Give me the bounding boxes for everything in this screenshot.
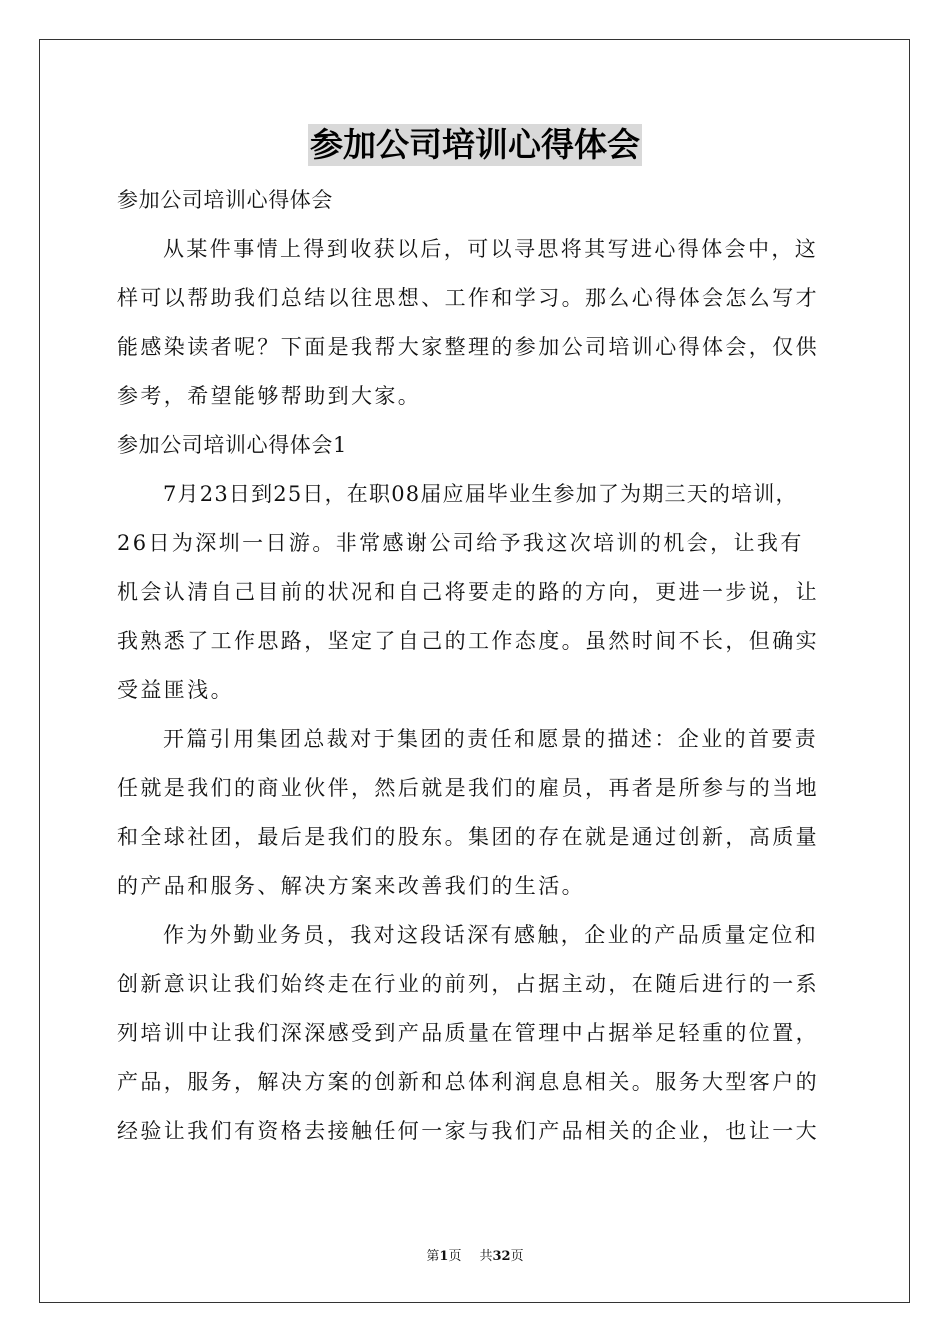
paragraph-3-line: 列培训中让我们深深感受到产品质量在管理中占据举足轻重的位置， bbox=[117, 1021, 819, 1045]
paragraph-1-line: 我熟悉了工作思路，坚定了自己的工作态度。虽然时间不长，但确实 bbox=[117, 629, 819, 653]
section-heading: 参加公司培训心得体会1 bbox=[117, 433, 347, 457]
paragraph-1-line: 机会认清自己目前的状况和自己将要走的路的方向，更进一步说，让 bbox=[117, 580, 819, 604]
current-page: 1 bbox=[439, 1249, 449, 1264]
document-title: 参加公司培训心得体会 bbox=[310, 125, 640, 164]
total-pages: 32 bbox=[492, 1249, 511, 1264]
page-footer bbox=[0, 1245, 950, 1264]
paragraph-2-line: 开篇引用集团总裁对于集团的责任和愿景的描述：企业的首要责 bbox=[163, 727, 819, 751]
total-suffix: 页 bbox=[510, 1249, 524, 1264]
intro-line: 样可以帮助我们总结以往思想、工作和学习。那么心得体会怎么写才 bbox=[117, 286, 819, 310]
intro-line: 能感染读者呢？下面是我帮大家整理的参加公司培训心得体会，仅供 bbox=[117, 335, 819, 359]
page-suffix: 页 bbox=[448, 1249, 462, 1264]
paragraph-3-line: 创新意识让我们始终走在行业的前列，占据主动，在随后进行的一系 bbox=[117, 972, 819, 996]
page-number bbox=[426, 1249, 461, 1264]
paragraph-3-line: 作为外勤业务员，我对这段话深有感触，企业的产品质量定位和 bbox=[163, 923, 819, 947]
page-prefix: 第 bbox=[426, 1249, 440, 1264]
paragraph-2-line: 和全球社团，最后是我们的股东。集团的存在就是通过创新，高质量 bbox=[117, 825, 819, 849]
document-body bbox=[117, 176, 835, 1156]
paragraph-1-line: 受益匪浅。 bbox=[117, 678, 234, 702]
paragraph-2-line: 的产品和服务、解决方案来改善我们的生活。 bbox=[117, 874, 585, 898]
paragraph-1-line: 26日为深圳一日游。非常感谢公司给予我这次培训的机会，让我有 bbox=[117, 531, 804, 555]
paragraph-3-line: 经验让我们有资格去接触任何一家与我们产品相关的企业，也让一大 bbox=[117, 1119, 819, 1143]
intro-line: 参考，希望能够帮助到大家。 bbox=[117, 384, 422, 408]
paragraph-2-line: 任就是我们的商业伙伴，然后就是我们的雇员，再者是所参与的当地 bbox=[117, 776, 819, 800]
total-prefix: 共 bbox=[479, 1249, 493, 1264]
page-total bbox=[479, 1249, 523, 1264]
title-area bbox=[0, 124, 950, 166]
document-subtitle: 参加公司培训心得体会 bbox=[117, 188, 333, 212]
paragraph-1-line: 7月23日到25日，在职08届应届毕业生参加了为期三天的培训， bbox=[163, 482, 798, 506]
paragraph-3-line: 产品，服务，解决方案的创新和总体利润息息相关。服务大型客户的 bbox=[117, 1070, 819, 1094]
intro-line: 从某件事情上得到收获以后，可以寻思将其写进心得体会中，这 bbox=[163, 237, 819, 261]
